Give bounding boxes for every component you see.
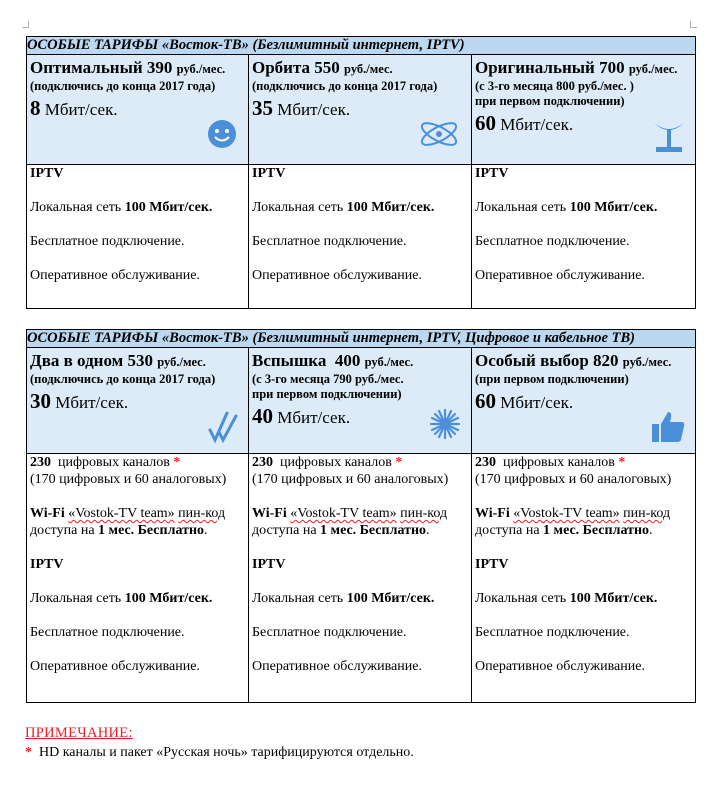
plan-features-special-choice	[472, 454, 696, 703]
speed-value: 60	[475, 111, 496, 135]
plan-card-two-in-one	[27, 348, 249, 454]
feature-channels-detail: (170 цифровых и 60 аналоговых)	[475, 472, 672, 487]
speed-unit: Мбит/сек.	[55, 393, 129, 412]
plan-features-original	[472, 165, 696, 309]
feature-free-connect: Бесплатное подключение.	[252, 234, 407, 249]
plan-note: (подключись до конца 2017 года)	[252, 79, 438, 93]
speed-unit: Мбит/сек.	[44, 100, 118, 119]
plan-card-optimal	[27, 55, 249, 165]
feature-iptv: IPTV	[475, 166, 509, 181]
plan-title	[27, 55, 248, 79]
plan-card-special-choice	[472, 348, 696, 454]
plan-price-unit: руб./мес.	[628, 62, 678, 76]
feature-wifi-period: доступа на 1 мес. Бесплатно.	[30, 523, 208, 538]
plan-card-orbita	[249, 55, 472, 165]
plan-note: при первом подключении)	[475, 94, 625, 108]
plan-note: при первом подключении)	[252, 387, 402, 401]
speed-value: 40	[252, 404, 273, 428]
note-title: ПРИМЕЧАНИЕ:	[25, 725, 133, 741]
feature-free-connect: Бесплатное подключение.	[475, 625, 630, 640]
plan-card-original	[472, 55, 696, 165]
plan-note: (с 3-го месяца 790 руб./мес.	[252, 372, 404, 386]
feature-wifi-period: доступа на 1 мес. Бесплатно.	[252, 523, 430, 538]
speed-unit: Мбит/сек.	[277, 408, 351, 427]
plan-name: Орбита	[252, 58, 311, 77]
feature-free-connect: Бесплатное подключение.	[252, 625, 407, 640]
feature-service: Оперативное обслуживание.	[30, 268, 200, 283]
speed-unit: Мбит/сек.	[277, 100, 351, 119]
plan-price: 390	[146, 58, 173, 77]
plan-card-vspyshka	[249, 348, 472, 454]
plan-price: 530	[127, 351, 153, 370]
plan-note: (подключись до конца 2017 года)	[30, 79, 216, 93]
feature-iptv: IPTV	[475, 557, 509, 572]
speed-value: 35	[252, 96, 273, 120]
plan-price-unit: руб./мес.	[622, 355, 672, 369]
plan-title	[249, 55, 471, 79]
speed-unit: Мбит/сек.	[500, 393, 574, 412]
feature-lan: Локальная сеть 100 Мбит/сек.	[475, 200, 658, 215]
double-check-icon	[207, 410, 239, 444]
feature-iptv: IPTV	[252, 557, 286, 572]
tariff-table-internet-iptv-tv	[26, 329, 696, 703]
page-corner-mark-right	[690, 21, 697, 28]
plan-price-unit: руб./мес.	[344, 62, 393, 76]
feature-wifi-period: доступа на 1 мес. Бесплатно.	[475, 523, 653, 538]
orbit-icon	[417, 119, 461, 149]
plan-name: Оптимальный	[30, 58, 143, 77]
feature-service: Оперативное обслуживание.	[252, 268, 422, 283]
feature-wifi: Wi-Fi «Vostok-TV team» пин-код	[475, 506, 671, 521]
note-body: HD каналы и пакет «Русская ночь» тарифицируются отдельно.	[32, 745, 414, 760]
feature-iptv: IPTV	[252, 166, 286, 181]
plan-price-unit: руб./мес.	[176, 62, 226, 76]
feature-free-connect: Бесплатное подключение.	[30, 625, 185, 640]
plan-price-unit: руб./мес.	[364, 355, 414, 369]
smiley-icon	[207, 119, 237, 149]
plan-title	[472, 55, 695, 79]
feature-wifi: Wi-Fi «Vostok-TV team» пин-код	[252, 506, 448, 521]
feature-lan: Локальная сеть 100 Мбит/сек.	[30, 200, 213, 215]
plan-title	[472, 348, 695, 372]
feature-iptv: IPTV	[30, 166, 64, 181]
note-asterisk: *	[25, 745, 32, 760]
plan-title	[27, 348, 248, 372]
feature-lan: Локальная сеть 100 Мбит/сек.	[30, 591, 213, 606]
flash-burst-icon	[429, 408, 461, 440]
feature-channels: 230 цифровых каналов *	[252, 455, 403, 470]
feature-channels: 230 цифровых каналов *	[475, 455, 626, 470]
tariff-table-internet-iptv	[26, 36, 696, 309]
plan-price: 400	[334, 351, 361, 370]
feature-iptv: IPTV	[30, 557, 64, 572]
plan-features-optimal	[27, 165, 249, 309]
feature-lan: Локальная сеть 100 Мбит/сек.	[252, 200, 435, 215]
speed-value: 60	[475, 389, 496, 413]
speed-value: 30	[30, 389, 51, 413]
feature-lan: Локальная сеть 100 Мбит/сек.	[252, 591, 435, 606]
thumbs-up-icon	[650, 410, 686, 444]
plan-note: (при первом подключении)	[475, 372, 629, 386]
feature-free-connect: Бесплатное подключение.	[475, 234, 630, 249]
feature-channels: 230 цифровых каналов *	[30, 455, 181, 470]
plan-name: Особый выбор	[475, 351, 589, 370]
feature-channels-detail: (170 цифровых и 60 аналоговых)	[252, 472, 449, 487]
plan-price: 820	[593, 351, 619, 370]
feature-service: Оперативное обслуживание.	[475, 659, 645, 674]
note-text	[25, 745, 414, 761]
plan-price: 700	[599, 58, 625, 77]
table-header: ОСОБЫЕ ТАРИФЫ «Восток-ТВ» (Безлимитный интернет, IPTV)	[27, 37, 696, 55]
plan-name: Оригинальный	[475, 58, 595, 77]
speed-value: 8	[30, 96, 41, 120]
feature-free-connect: Бесплатное подключение.	[30, 234, 185, 249]
plan-name: Два в одном	[30, 351, 124, 370]
plan-name: Вспышка	[252, 351, 327, 370]
satellite-dish-icon	[652, 119, 686, 155]
plan-features-two-in-one	[27, 454, 249, 703]
feature-service: Оперативное обслуживание.	[252, 659, 422, 674]
plan-price: 550	[314, 58, 340, 77]
plan-price-unit: руб./мес.	[157, 355, 206, 369]
plan-note: (подключись до конца 2017 года)	[30, 372, 216, 386]
feature-lan: Локальная сеть 100 Мбит/сек.	[475, 591, 658, 606]
table-header: ОСОБЫЕ ТАРИФЫ «Восток-ТВ» (Безлимитный интернет, IPTV, Цифровое и кабельное ТВ)	[27, 330, 696, 348]
plan-features-orbita	[249, 165, 472, 309]
feature-channels-detail: (170 цифровых и 60 аналоговых)	[30, 472, 227, 487]
page-corner-mark-left	[22, 21, 29, 28]
feature-wifi: Wi-Fi «Vostok-TV team» пин-код	[30, 506, 226, 521]
plan-title	[249, 348, 471, 372]
plan-features-vspyshka	[249, 454, 472, 703]
feature-service: Оперативное обслуживание.	[475, 268, 645, 283]
feature-service: Оперативное обслуживание.	[30, 659, 200, 674]
plan-note: (с 3-го месяца 800 руб./мес. )	[475, 79, 634, 93]
speed-unit: Мбит/сек.	[500, 115, 574, 134]
